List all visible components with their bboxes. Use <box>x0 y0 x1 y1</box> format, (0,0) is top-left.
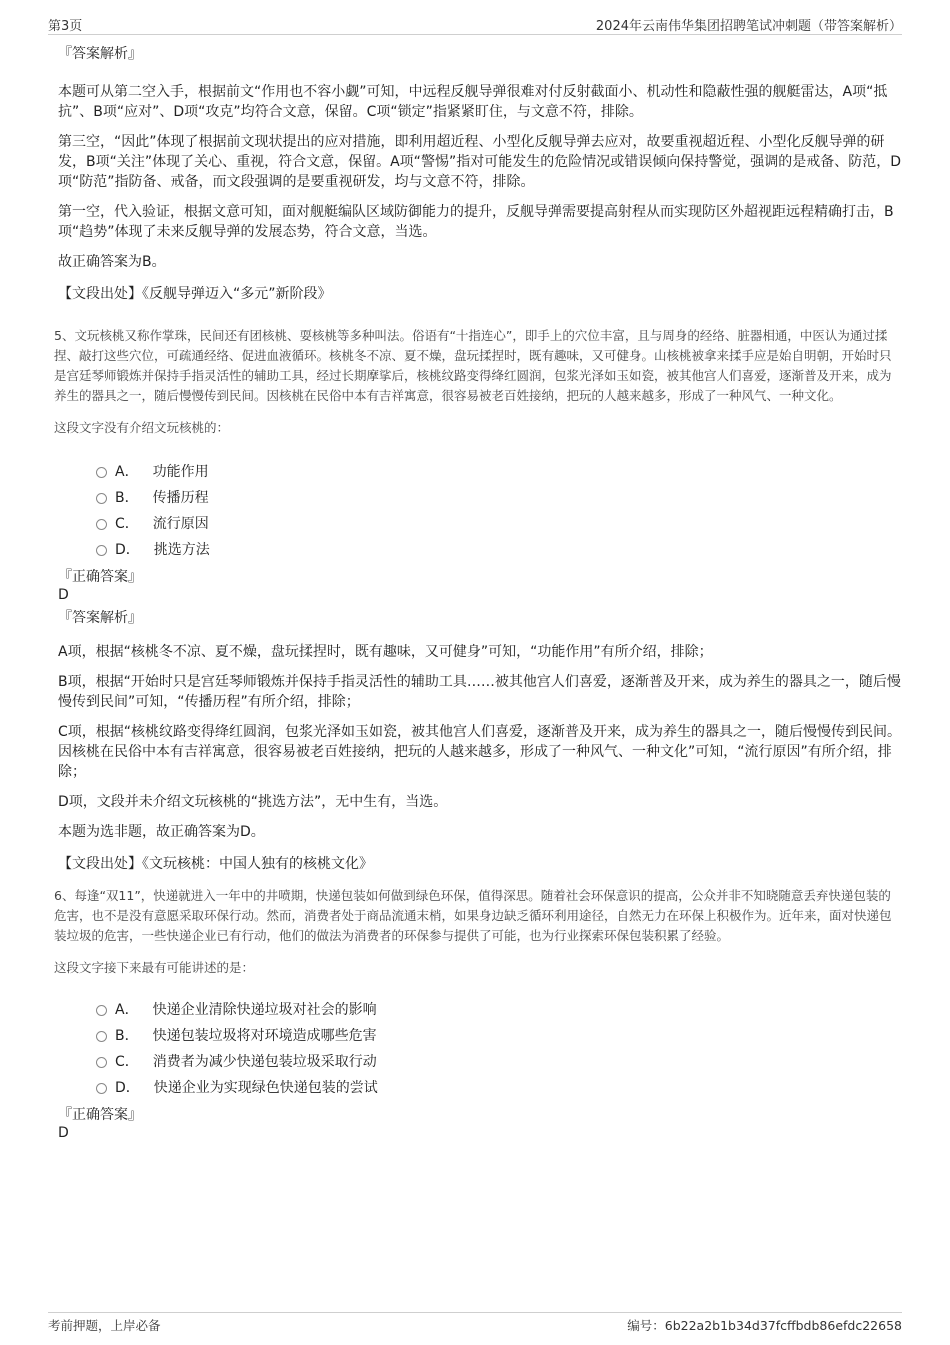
document-id: 编号：6b22a2b1b34d37fcffbdb86efdc22658 <box>627 1318 902 1333</box>
radio-icon[interactable] <box>96 1031 107 1042</box>
page-header <box>48 12 902 35</box>
q6-option-c[interactable] <box>96 1048 902 1074</box>
q4-analysis-para1: 本题可从第二空入手，根据前文“作用也不容小觑”可知，中远程反舰导弹很难对付反射截面小、机动性和隐蔽性强的舰艇雷达，A项“抵抗”、B项“应对”、D项“攻克”均符合文意，保留。C项“锁定”指紧紧盯住，与文意不符，排除。 <box>58 84 888 120</box>
q5-analysis-d: D项，文段并未介绍文玩核桃的“挑选方法”，无中生有，当选。 <box>58 794 448 810</box>
q6-option-d[interactable] <box>96 1074 902 1100</box>
option-text: 功能作用 <box>152 464 209 480</box>
radio-icon[interactable] <box>96 467 107 478</box>
page-content <box>54 42 902 1142</box>
q5-answer: D <box>58 587 69 603</box>
q5-option-b[interactable] <box>96 484 902 510</box>
q5-analysis-marker: 『答案解析』 <box>58 610 142 626</box>
option-text: 流行原因 <box>152 516 209 532</box>
radio-icon[interactable] <box>96 519 107 530</box>
q6-answer: D <box>58 1125 69 1141</box>
page-footer <box>48 1312 902 1337</box>
option-label: B． <box>115 490 139 506</box>
option-label: A． <box>115 1002 139 1018</box>
option-label: C． <box>115 516 139 532</box>
radio-icon[interactable] <box>96 1057 107 1068</box>
q6-stem: 6、每逢“双11”，快递就进入一年中的井喷期，快递包装如何做到绿色环保，值得深思。随着社会环保意识的提高，公众并非不知晓随意丢弃快递包装的危害，也不是没有意愿采取环保行动。然而，消费者处于商品流通末梢，如果身边缺乏循环利用途径，自然无力在环保上积极作为。近年来，面对快递包装垃圾的危害，一些快递企业已有行动，他们的做法为消费者的环保参与提供了可能，也为行业探索环保包装积累了经验。 <box>54 888 892 943</box>
q6-option-b[interactable] <box>96 1022 902 1048</box>
option-label: B． <box>115 1028 139 1044</box>
q5-option-d[interactable] <box>96 536 902 562</box>
q5-source: 【文段出处】《文玩核桃：中国人独有的核桃文化》 <box>58 856 373 872</box>
radio-icon[interactable] <box>96 545 107 556</box>
radio-icon[interactable] <box>96 1005 107 1016</box>
option-label: C． <box>115 1054 139 1070</box>
q6-question: 这段文字接下来最有可能讲述的是： <box>54 960 255 975</box>
q4-analysis-para2: 第三空，“因此”体现了根据前文现状提出的应对措施，即利用超近程、小型化反舰导弹去应对，故要重视超近程、小型化反舰导弹的研发，B项“关注”体现了关心、重视，符合文意，保留。A项“警惕”指对可能发生的危险情况或错误倾向保持警觉，强调的是戒备、防范，D项“防范”指防备、戒备，而文段强调的是要重视研发，均与文意不符，排除。 <box>58 134 901 190</box>
q4-source: 【文段出处】《反舰导弹迈入“多元”新阶段》 <box>58 286 332 302</box>
option-text: 快递企业为实现绿色快递包装的尝试 <box>153 1080 378 1096</box>
q5-analysis-a: A项，根据“核桃冬不凉、夏不燥，盘玩揉捏时，既有趣味，又可健身”可知，“功能作用”有所介绍，排除； <box>58 644 713 660</box>
option-text: 快递企业清除快递垃圾对社会的影响 <box>152 1002 377 1018</box>
option-label: D． <box>115 542 140 558</box>
option-text: 快递包装垃圾将对环境造成哪些危害 <box>152 1028 377 1044</box>
q4-conclusion: 故正确答案为B。 <box>58 254 166 270</box>
q5-stem: 5、文玩核桃又称作掌珠，民间还有团核桃、耍核桃等多种叫法。俗语有“十指连心”，即手上的穴位丰富，且与周身的经络、脏器相通，中医认为通过揉捏、敲打这些穴位，可疏通经络、促进血液循环。核桃冬不凉、夏不燥，盘玩揉捏时，既有趣味，又可健身。山核桃被拿来揉手应是始自明朝，开始时只是宫廷琴师锻炼并保持手指灵活性的辅助工具，经过长期摩挲后，核桃纹路变得绛红圆润，包浆光泽如玉如瓷，被其他宫人们喜爱，逐渐普及开来，成为养生的器具之一，随后慢慢传到民间。因核桃在民俗中本有吉祥寓意，很容易被老百姓接纳，把玩的人越来越多，形成了一种风气、一种文化。 <box>54 328 892 403</box>
q5-conclusion: 本题为选非题，故正确答案为D。 <box>58 824 265 840</box>
q5-question: 这段文字没有介绍文玩核桃的： <box>54 420 230 435</box>
footer-slogan: 考前押题，上岸必备 <box>48 1318 161 1333</box>
q6-options <box>58 996 902 1100</box>
option-text: 挑选方法 <box>153 542 210 558</box>
document-title: 2024年云南伟华集团招聘笔试冲刺题（带答案解析） <box>595 19 902 34</box>
q5-analysis-b: B项，根据“开始时只是宫廷琴师锻炼并保持手指灵活性的辅助工具……被其他宫人们喜爱，逐渐普及开来，成为养生的器具之一，随后慢慢传到民间”可知，“传播历程”有所介绍，排除； <box>58 674 901 710</box>
radio-icon[interactable] <box>96 493 107 504</box>
q5-option-c[interactable] <box>96 510 902 536</box>
option-label: A． <box>115 464 139 480</box>
q4-analysis-marker: 『答案解析』 <box>58 46 142 62</box>
q6-option-a[interactable] <box>96 996 902 1022</box>
q5-options <box>58 458 902 562</box>
option-text: 传播历程 <box>152 490 209 506</box>
q5-answer-marker: 『正确答案』 <box>58 569 142 585</box>
page-number: 第3页 <box>48 19 83 34</box>
q6-answer-marker: 『正确答案』 <box>58 1107 142 1123</box>
q4-analysis-para3: 第一空，代入验证，根据文意可知，面对舰艇编队区域防御能力的提升，反舰导弹需要提高射程从而实现防区外超视距远程精确打击，B项“趋势”体现了未来反舰导弹的发展态势，符合文意，当选。 <box>58 204 894 240</box>
option-text: 消费者为减少快递包装垃圾采取行动 <box>152 1054 377 1070</box>
option-label: D． <box>115 1080 140 1096</box>
q5-analysis-c: C项，根据“核桃纹路变得绛红圆润，包浆光泽如玉如瓷，被其他宫人们喜爱，逐渐普及开来，成为养生的器具之一，随后慢慢传到民间。因核桃在民俗中本有吉祥寓意，很容易被老百姓接纳，把玩的人越来越多，形成了一种风气、一种文化”可知，“流行原因”有所介绍，排除； <box>58 724 902 780</box>
q5-option-a[interactable] <box>96 458 902 484</box>
radio-icon[interactable] <box>96 1083 107 1094</box>
